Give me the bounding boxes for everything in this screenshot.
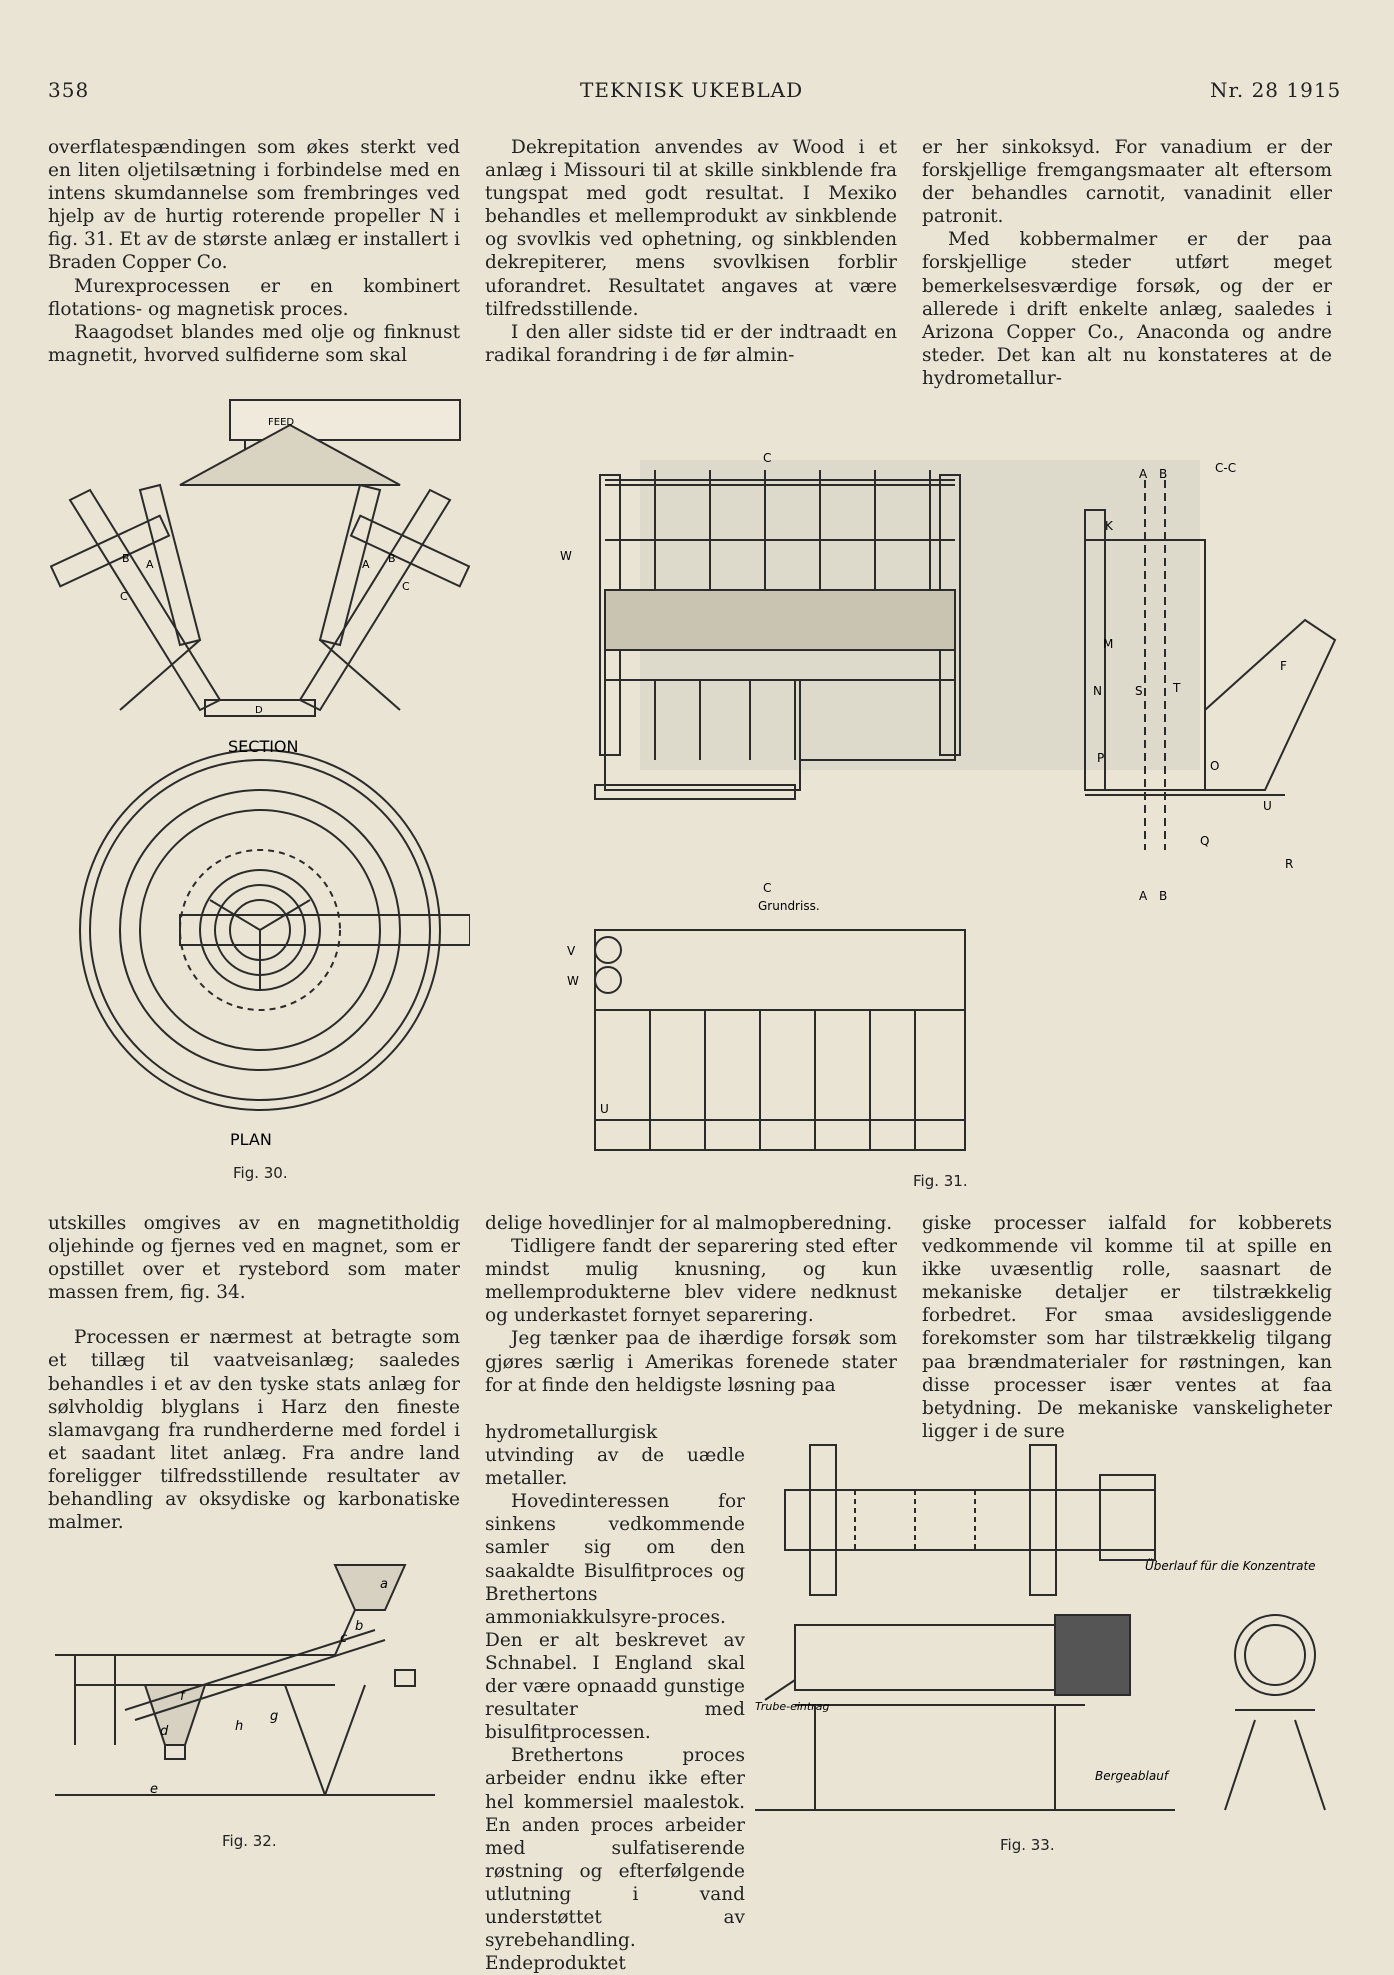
label-b-right: B bbox=[388, 552, 396, 565]
section-label: SECTION bbox=[228, 737, 299, 756]
paragraph: delige hovedlinjer for al malmopberedning. bbox=[485, 1213, 893, 1234]
paragraph: Dekrepitation anvendes av Wood i et anlæg i Missouri til at skille sinkblende fra tungspat med godt resultat. I Mexiko behandles et mellemprodukt av sinkblende og svovlkis ved ophetning, og sinkblenden dekrepiterer, mens svovlkisen forblir uforandret. Resultatet angaves at være tilfredsstillende. bbox=[485, 137, 897, 320]
paragraph: Med kobbermalmer er der paa forskjellige steder utført meget bemerkelsesværdige forsøk, og der er allerede i drift enkelte anlæg, saaledes i Arizona Copper Co., Anaconda og andre steder. Det kan alt nu konstateres at de hydrometallur- bbox=[922, 229, 1332, 389]
label-g: g bbox=[270, 1709, 279, 1724]
label-d: d bbox=[160, 1724, 169, 1739]
paragraph: Tidligere fandt der separering sted efter mindst mulig knusning, og kun mellemprodukterne blev videre nedknust og underkastet fornyet separering. bbox=[485, 1236, 897, 1327]
section-frame bbox=[51, 485, 469, 716]
label-c-top: C bbox=[763, 451, 772, 465]
paragraph: Murexprocessen er en kombinert flotations- og magnetisk proces. bbox=[48, 275, 460, 320]
paragraph: Jeg tænker paa de ihærdige forsøk som gjøres særlig i Amerikas forenede stater for at finde den heldigste løsning paa bbox=[485, 1328, 897, 1396]
label-a-right: A bbox=[362, 558, 370, 571]
label-c: c bbox=[340, 1631, 348, 1646]
figure-31-caption: Fig. 31. bbox=[913, 1172, 968, 1190]
label-h: h bbox=[235, 1719, 244, 1734]
bottom-column-2-narrow bbox=[485, 1421, 745, 1975]
label-b-top: B bbox=[1159, 467, 1168, 481]
paragraph: Brethertons proces arbeider endnu ikke efter hel kommersiel maalestok. En anden proces arbeider med sulfatiserende røstning og efterfølgende utlutning i vand understøttet av syrebehandling. Endeproduktet bbox=[485, 1745, 745, 1975]
label-w-top: W bbox=[560, 549, 572, 563]
label-m: M bbox=[1103, 637, 1114, 651]
label-cc: C-C bbox=[1215, 461, 1237, 475]
page-number: 358 bbox=[48, 78, 90, 102]
issue-number: Nr. 28 1915 bbox=[1210, 78, 1342, 102]
top-view bbox=[785, 1445, 1155, 1595]
label-u-bottom: U bbox=[600, 1102, 609, 1116]
label-u-right: U bbox=[1263, 799, 1272, 813]
trube-label: Trube-eintrag bbox=[755, 1700, 830, 1713]
paragraph: hydrometallurgisk utvinding av de uædle metaller. bbox=[485, 1422, 745, 1490]
label-k: K bbox=[1105, 519, 1113, 533]
label-q: Q bbox=[1200, 834, 1210, 848]
label-b: b bbox=[355, 1619, 364, 1634]
overlauf-label: Überlauf für die Konzentrate bbox=[1145, 1559, 1316, 1573]
top-column-3 bbox=[922, 136, 1332, 390]
figure-32 bbox=[55, 1560, 435, 1805]
label-n: N bbox=[1093, 684, 1102, 698]
feed-label: FEED bbox=[268, 417, 295, 428]
plan-drawing bbox=[80, 750, 470, 1110]
label-e: e bbox=[150, 1782, 158, 1797]
journal-title: TEKNISK UKEBLAD bbox=[580, 78, 804, 102]
bottom-column-2 bbox=[485, 1212, 897, 1397]
hopper bbox=[335, 1565, 405, 1610]
label-a-left: A bbox=[146, 558, 154, 571]
label-s: S bbox=[1135, 684, 1143, 698]
plan-label: PLAN bbox=[230, 1130, 272, 1149]
label-r: R bbox=[1285, 857, 1294, 871]
paragraph: Raagodset blandes med olje og finknust magnetit, hvorved sulfiderne som skal bbox=[48, 321, 460, 366]
top-column-2 bbox=[485, 136, 897, 367]
paragraph: er her sinkoksyd. For vanadium er der forskjellige fremgangsmaater alt eftersom der behandles carnotit, vanadinit eller patronit. bbox=[922, 137, 1332, 228]
label-f: F bbox=[1280, 659, 1287, 673]
paragraph: I den aller sidste tid er der indtraadt en radikal forandring i de før almin- bbox=[485, 321, 897, 366]
paragraph: overflatespændingen som økes sterkt ved en liten oljetilsætning i forbindelse med en intens skumdannelse som frembringes ved hjelp av de hurtig roterende propeller N i fig. 31. Et av de største anlæg er installert i Braden Copper Co. bbox=[48, 137, 460, 274]
figure-30 bbox=[50, 390, 470, 1170]
paragraph: Processen er nærmest at betragte som et tillæg til vaatveisanlæg; saaledes behandles i et av den tyske stats anlæg for sølvholdig blyglans i Harz den fineste slamavgang fra rundherderne med fordel i et saadant litet anlæg. Fra andre land foreligger tilfredsstillende resultater av behandling av oksydiske og karbonatiske malmer. bbox=[48, 1327, 460, 1534]
berge-label: Bergeablauf bbox=[1095, 1769, 1169, 1783]
label-w-bottom: W bbox=[567, 974, 579, 988]
figure-32-caption: Fig. 32. bbox=[222, 1832, 277, 1850]
end-view bbox=[1225, 1615, 1325, 1810]
label-p: P bbox=[1097, 751, 1105, 765]
feed-hopper bbox=[230, 400, 460, 440]
label-a-top: A bbox=[1139, 467, 1148, 481]
label-c-bottom: C bbox=[763, 881, 772, 895]
label-v: V bbox=[567, 944, 576, 958]
paragraph: Hovedinteressen for sinkens vedkommende samler sig om den saakaldte Bisulfitproces og Brethertons ammoniakkulsyre-proces. Den er alt beskrevet av Schnabel. I England skal der være opnaadd gunstige resultater med bisulfitprocessen. bbox=[485, 1491, 745, 1744]
label-b-left: B bbox=[122, 552, 130, 565]
label-a: a bbox=[380, 1577, 388, 1592]
figure-30-caption: Fig. 30. bbox=[233, 1164, 288, 1182]
label-o: O bbox=[1210, 759, 1220, 773]
label-b-bottom: B bbox=[1159, 889, 1168, 903]
grundriss-label: Grundriss. bbox=[758, 899, 820, 913]
label-c-left: C bbox=[120, 590, 128, 603]
label-f: f bbox=[180, 1689, 185, 1704]
paragraph: giske processer ialfald for kobberets vedkommende vil komme til at spille en ikke uvæsentlig rolle, saasnart de mekaniske detaljer er tilstrækkelig forbedret. For smaa avsidesliggende forekomster som har tilstrækkelig tilgang paa brændmaterialer for røstningen, kan disse processer især ventes at faa betydning. De mekaniske vanskeligheter ligger i de sure bbox=[922, 1213, 1332, 1442]
label-c-right: C bbox=[402, 580, 410, 593]
label-d: D bbox=[255, 705, 263, 716]
paragraph: utskilles omgives av en magnetitholdig oljehinde og fjernes ved en magnet, som er opstillet over et rystebord som mater massen frem, fig. 34. bbox=[48, 1213, 460, 1304]
label-t: T bbox=[1173, 681, 1181, 695]
bottom-column-1 bbox=[48, 1212, 460, 1534]
figure-31 bbox=[545, 450, 1355, 1180]
top-column-1 bbox=[48, 136, 460, 367]
grundriss-view bbox=[595, 930, 965, 1150]
figure-33 bbox=[755, 1440, 1355, 1820]
label-a-bottom: A bbox=[1139, 889, 1148, 903]
figure-33-caption: Fig. 33. bbox=[1000, 1836, 1055, 1854]
bottom-column-3 bbox=[922, 1212, 1332, 1443]
